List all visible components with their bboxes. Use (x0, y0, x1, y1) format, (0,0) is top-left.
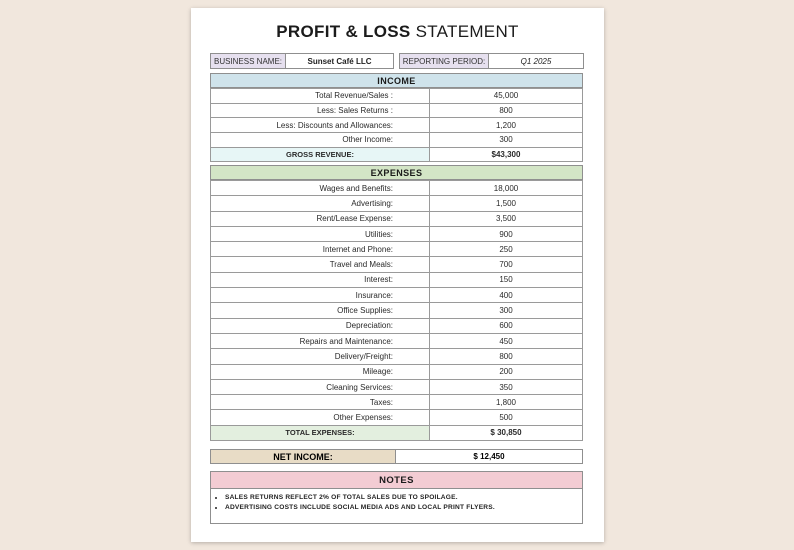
reporting-period-label: REPORTING PERIOD: (400, 54, 489, 68)
table-row (211, 118, 583, 133)
expenses-section (210, 165, 583, 441)
total-label: GROSS REVENUE: (211, 147, 430, 162)
row-label: Interest: (211, 272, 430, 287)
notes-section (210, 471, 583, 524)
business-name-label: BUSINESS NAME: (211, 54, 286, 68)
row-label: Depreciation: (211, 318, 430, 333)
table-row (211, 133, 583, 148)
title-light: STATEMENT (415, 22, 519, 41)
reporting-period-field (399, 53, 584, 69)
total-row (211, 425, 583, 440)
row-value[interactable]: 18,000 (430, 181, 583, 196)
income-header: INCOME (210, 73, 583, 88)
row-value[interactable]: 3,500 (430, 211, 583, 226)
total-value[interactable]: $43,300 (430, 147, 583, 162)
table-row (211, 333, 583, 348)
row-value[interactable]: 1,500 (430, 196, 583, 211)
row-value[interactable]: 300 (430, 303, 583, 318)
table-row (211, 349, 583, 364)
row-label: Insurance: (211, 288, 430, 303)
row-label: Internet and Phone: (211, 242, 430, 257)
row-value[interactable]: 200 (430, 364, 583, 379)
row-value[interactable]: 150 (430, 272, 583, 287)
row-label: Total Revenue/Sales : (211, 89, 430, 104)
row-value[interactable]: 450 (430, 333, 583, 348)
table-row (211, 410, 583, 425)
row-label: Rent/Lease Expense: (211, 211, 430, 226)
table-row (211, 303, 583, 318)
total-row (211, 147, 583, 162)
row-label: Travel and Meals: (211, 257, 430, 272)
row-label: Cleaning Services: (211, 379, 430, 394)
business-name-field (210, 53, 394, 69)
notes-header: NOTES (210, 471, 583, 489)
row-label: Utilities: (211, 226, 430, 241)
row-value[interactable]: 350 (430, 379, 583, 394)
row-label: Repairs and Maintenance: (211, 333, 430, 348)
income-section (210, 73, 583, 162)
table-row (211, 226, 583, 241)
reporting-period-value[interactable]: Q1 2025 (489, 54, 583, 68)
table-row (211, 364, 583, 379)
row-label: Less: Discounts and Allowances: (211, 118, 430, 133)
row-label: Mileage: (211, 364, 430, 379)
row-value[interactable]: 300 (430, 133, 583, 148)
title-bold: PROFIT & LOSS (276, 22, 411, 41)
statement-sheet (191, 8, 604, 542)
row-value[interactable]: 250 (430, 242, 583, 257)
net-income-row (210, 449, 583, 464)
table-row (211, 103, 583, 118)
note-item: • SALES RETURNS REFLECT 2% OF TOTAL SALES DUE TO SPOILAGE. (225, 493, 576, 503)
row-label: Advertising: (211, 196, 430, 211)
table-row (211, 379, 583, 394)
row-value[interactable]: 45,000 (430, 89, 583, 104)
net-income-value[interactable]: $ 12,450 (396, 449, 583, 464)
table-row (211, 196, 583, 211)
row-label: Delivery/Freight: (211, 349, 430, 364)
table-row (211, 211, 583, 226)
row-value[interactable]: 1,800 (430, 395, 583, 410)
row-value[interactable]: 600 (430, 318, 583, 333)
row-value[interactable]: 1,200 (430, 118, 583, 133)
row-value[interactable]: 800 (430, 349, 583, 364)
table-row (211, 288, 583, 303)
business-name-value[interactable]: Sunset Café LLC (286, 54, 393, 68)
notes-list (217, 493, 576, 513)
notes-body[interactable] (210, 489, 583, 524)
income-table (210, 88, 583, 162)
row-label: Wages and Benefits: (211, 181, 430, 196)
row-value[interactable]: 400 (430, 288, 583, 303)
table-row (211, 272, 583, 287)
row-label: Other Income: (211, 133, 430, 148)
row-label: Less: Sales Returns : (211, 103, 430, 118)
expenses-table (210, 180, 583, 441)
note-item: • ADVERTISING COSTS INCLUDE SOCIAL MEDIA ADS AND LOCAL PRINT FLYERS. (225, 503, 576, 513)
row-value[interactable]: 900 (430, 226, 583, 241)
total-value[interactable]: $ 30,850 (430, 425, 583, 440)
row-value[interactable]: 800 (430, 103, 583, 118)
row-label: Office Supplies: (211, 303, 430, 318)
table-row (211, 395, 583, 410)
table-row (211, 89, 583, 104)
total-label: TOTAL EXPENSES: (211, 425, 430, 440)
net-income-label: NET INCOME: (210, 449, 396, 464)
expenses-header: EXPENSES (210, 165, 583, 180)
table-row (211, 242, 583, 257)
table-row (211, 318, 583, 333)
row-label: Other Expenses: (211, 410, 430, 425)
table-row (211, 181, 583, 196)
row-label: Taxes: (211, 395, 430, 410)
page-title (191, 22, 604, 42)
table-row (211, 257, 583, 272)
row-value[interactable]: 500 (430, 410, 583, 425)
row-value[interactable]: 700 (430, 257, 583, 272)
